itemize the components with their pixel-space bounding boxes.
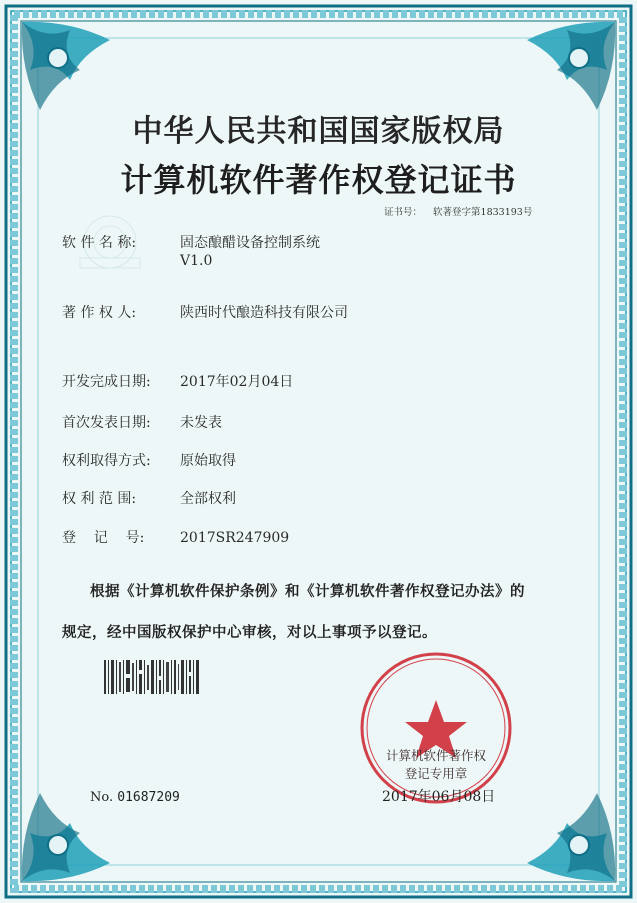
reg-no-label: 登 记 号: <box>62 530 145 546</box>
issue-date: 2017年06月08日 <box>382 789 496 805</box>
software-name-row <box>62 234 320 270</box>
serial-value: 01687209 <box>117 790 180 805</box>
dev-date-row <box>62 373 293 391</box>
acquire-method-row <box>62 452 236 470</box>
software-name-value <box>180 234 320 270</box>
scope-row <box>62 490 236 508</box>
corner-ornament-top-right <box>527 22 615 110</box>
publish-date-value: 未发表 <box>180 415 222 431</box>
scope-label: 权 利 范 围: <box>62 491 137 507</box>
owner-label: 著 作 权 人: <box>62 305 137 321</box>
legal-basis-line2: 规定，经中国版权保护中心审核，对以上事项予以登记。 <box>62 624 437 641</box>
legal-basis-line1: 根据《计算机软件保护条例》和《计算机软件著作权登记办法》的 <box>90 583 525 600</box>
certificate-number <box>384 204 540 218</box>
owner-value: 陕西时代酿造科技有限公司 <box>180 305 348 321</box>
reg-no-row <box>62 529 289 547</box>
barcode <box>104 660 199 694</box>
reg-no-value: 2017SR247909 <box>180 530 290 546</box>
serial-label: No. <box>90 790 114 805</box>
authority-title: 中华人民共和国国家版权局 <box>132 114 505 149</box>
owner-row <box>62 304 348 322</box>
seal-center-line2: 登记专用章 <box>404 766 468 781</box>
certificate-title: 计算机软件著作权登记证书 <box>120 161 517 199</box>
software-version: V1.0 <box>180 253 213 269</box>
scope-value: 全部权利 <box>180 491 236 507</box>
publish-date-row <box>62 414 222 432</box>
serial-number <box>90 790 180 805</box>
dev-date-label: 开发完成日期: <box>62 374 151 390</box>
acquire-method-value: 原始取得 <box>180 453 236 469</box>
acquire-method-label: 权利取得方式: <box>62 453 151 469</box>
corner-ornament-top-left <box>22 22 110 110</box>
corner-ornament-bottom-left <box>22 793 110 881</box>
dev-date-value: 2017年02月04日 <box>180 374 294 390</box>
seal-text <box>356 660 516 800</box>
cert-no-value: 软著登字第1833193号 <box>433 207 533 218</box>
software-name-label: 软 件 名 称: <box>62 235 137 251</box>
software-name-line1: 固态酿醋设备控制系统 <box>180 235 320 251</box>
publish-date-label: 首次发表日期: <box>62 415 151 431</box>
seal-center-line1: 计算机软件著作权 <box>385 748 486 763</box>
corner-ornament-bottom-right <box>527 793 615 881</box>
cert-no-label: 证书号： <box>384 207 423 218</box>
